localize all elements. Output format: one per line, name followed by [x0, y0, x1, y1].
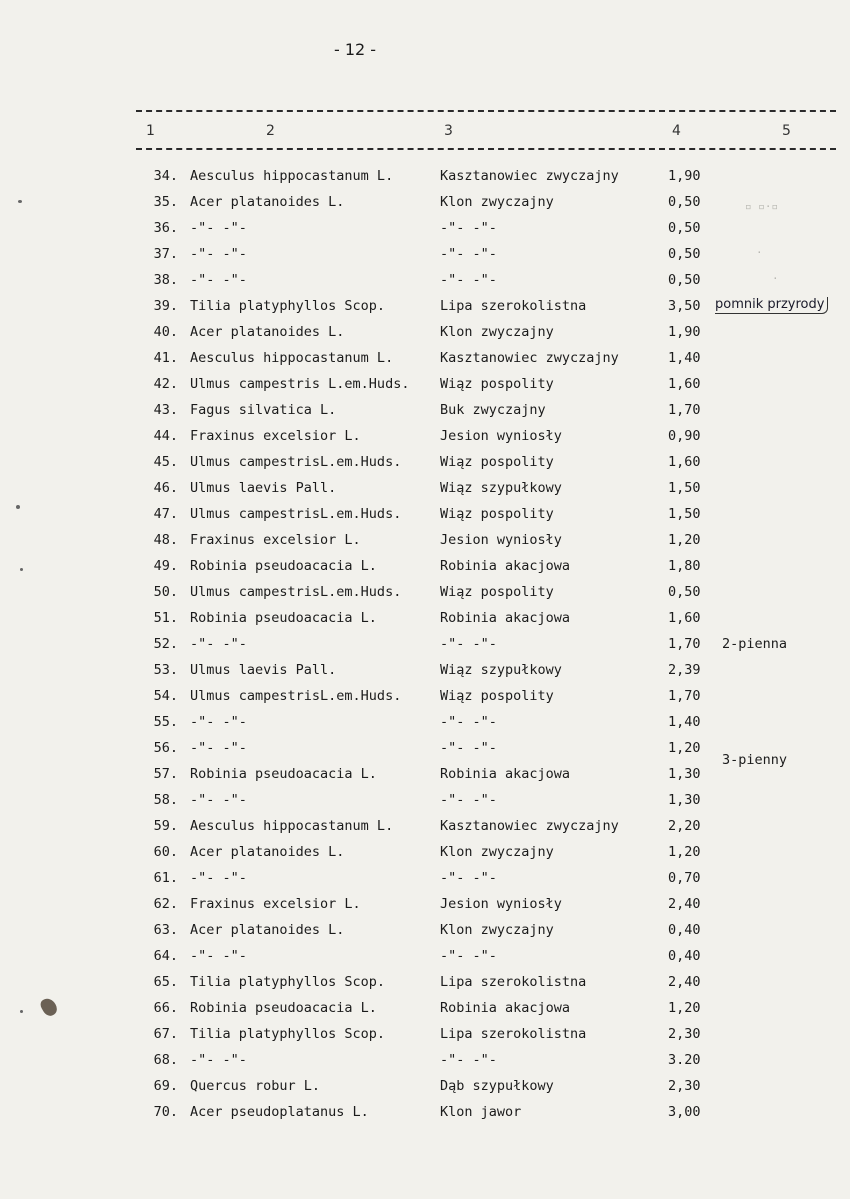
row-number: 54. [153, 688, 178, 704]
measurement-value: 1,70 [668, 636, 701, 652]
measurement-value: 3,00 [668, 1104, 701, 1120]
polish-name: Wiąz pospolity [440, 506, 554, 522]
row-number: 34. [153, 168, 178, 184]
table-row [0, 423, 850, 449]
polish-name: Robinia akacjowa [440, 610, 571, 626]
measurement-value: 0,90 [668, 428, 701, 444]
table-row [0, 943, 850, 969]
latin-name: Tilia platyphyllos Scop. [190, 298, 386, 314]
table-row [0, 1047, 850, 1073]
measurement-value: 0,40 [668, 948, 701, 964]
header-top-rule [136, 110, 836, 112]
row-number: 48. [153, 532, 178, 548]
polish-name: Wiąz pospolity [440, 454, 554, 470]
latin-name: Fraxinus excelsior L. [190, 428, 361, 444]
table-row [0, 319, 850, 345]
row-number: 66. [153, 1000, 178, 1016]
polish-name: -"- -"- [440, 272, 497, 288]
row-number: 61. [153, 870, 178, 886]
measurement-value: 1,60 [668, 376, 701, 392]
polish-name: Jesion wyniosły [440, 428, 562, 444]
latin-name: -"- -"- [190, 272, 247, 288]
table-row [0, 813, 850, 839]
measurement-value: 1,50 [668, 506, 701, 522]
measurement-value: 1,30 [668, 792, 701, 808]
measurement-value: 2,30 [668, 1078, 701, 1094]
row-number: 44. [153, 428, 178, 444]
polish-name: Wiąz pospolity [440, 376, 554, 392]
table-row [0, 787, 850, 813]
table-row [0, 527, 850, 553]
row-number: 49. [153, 558, 178, 574]
latin-name: -"- -"- [190, 246, 247, 262]
table-row [0, 267, 850, 293]
measurement-value: 0,40 [668, 922, 701, 938]
measurement-value: 1,40 [668, 350, 701, 366]
header-col-5: 5 [782, 123, 791, 139]
row-number: 50. [153, 584, 178, 600]
polish-name: -"- -"- [440, 220, 497, 236]
latin-name: Acer platanoides L. [190, 844, 345, 860]
table-row [0, 1099, 850, 1125]
row-number: 39. [153, 298, 178, 314]
latin-name: Tilia platyphyllos Scop. [190, 974, 386, 990]
polish-name: Wiąz szypułkowy [440, 480, 562, 496]
table-row [0, 501, 850, 527]
latin-name: Acer platanoides L. [190, 324, 345, 340]
latin-name: -"- -"- [190, 636, 247, 652]
table-row [0, 891, 850, 917]
polish-name: -"- -"- [440, 792, 497, 808]
latin-name: -"- -"- [190, 948, 247, 964]
latin-name: -"- -"- [190, 792, 247, 808]
row-note: 2-pienna [722, 636, 788, 652]
measurement-value: 0,70 [668, 870, 701, 886]
measurement-value: 1,30 [668, 766, 701, 782]
latin-name: Acer platanoides L. [190, 922, 345, 938]
measurement-value: 1,70 [668, 402, 701, 418]
header-col-2: 2 [266, 123, 275, 139]
latin-name: -"- -"- [190, 870, 247, 886]
polish-name: Dąb szypułkowy [440, 1078, 554, 1094]
latin-name: Acer platanoides L. [190, 194, 345, 210]
faint-mark: · [772, 272, 779, 285]
polish-name: -"- -"- [440, 714, 497, 730]
table-row [0, 553, 850, 579]
table-row [0, 371, 850, 397]
margin-dot [18, 200, 22, 203]
table-row [0, 163, 850, 189]
latin-name: Acer pseudoplatanus L. [190, 1104, 369, 1120]
measurement-value: 1,70 [668, 688, 701, 704]
faint-mark: · [756, 246, 763, 259]
measurement-value: 1,80 [668, 558, 701, 574]
table-row [0, 995, 850, 1021]
polish-name: -"- -"- [440, 1052, 497, 1068]
row-number: 57. [153, 766, 178, 782]
polish-name: Lipa szerokolistna [440, 974, 587, 990]
polish-name: Kasztanowiec zwyczajny [440, 168, 619, 184]
latin-name: Aesculus hippocastanum L. [190, 818, 394, 834]
measurement-value: 2,40 [668, 974, 701, 990]
measurement-value: 3.20 [668, 1052, 701, 1068]
table-row [0, 1073, 850, 1099]
measurement-value: 1,20 [668, 1000, 701, 1016]
margin-dot [20, 1010, 23, 1013]
table-row [0, 215, 850, 241]
latin-name: Fraxinus excelsior L. [190, 896, 361, 912]
measurement-value: 1,90 [668, 324, 701, 340]
row-number: 65. [153, 974, 178, 990]
table-row [0, 969, 850, 995]
polish-name: Jesion wyniosły [440, 532, 562, 548]
row-number: 53. [153, 662, 178, 678]
latin-name: Ulmus campestrisL.em.Huds. [190, 506, 402, 522]
row-number: 63. [153, 922, 178, 938]
polish-name: Wiąz pospolity [440, 584, 554, 600]
table-row [0, 865, 850, 891]
latin-name: Fagus silvatica L. [190, 402, 337, 418]
latin-name: -"- -"- [190, 740, 247, 756]
row-number: 64. [153, 948, 178, 964]
row-number: 36. [153, 220, 178, 236]
row-number: 38. [153, 272, 178, 288]
margin-dot [20, 568, 23, 571]
row-number: 59. [153, 818, 178, 834]
table-row [0, 839, 850, 865]
row-number: 62. [153, 896, 178, 912]
table-row [0, 917, 850, 943]
row-number: 40. [153, 324, 178, 340]
measurement-value: 0,50 [668, 220, 701, 236]
latin-name: Ulmus campestrisL.em.Huds. [190, 454, 402, 470]
latin-name: Quercus robur L. [190, 1078, 321, 1094]
polish-name: -"- -"- [440, 246, 497, 262]
table-row [0, 631, 850, 657]
row-number: 46. [153, 480, 178, 496]
measurement-value: 1,60 [668, 610, 701, 626]
polish-name: Klon zwyczajny [440, 194, 554, 210]
table-row [0, 449, 850, 475]
row-number: 45. [153, 454, 178, 470]
polish-name: Robinia akacjowa [440, 1000, 571, 1016]
row-number: 60. [153, 844, 178, 860]
table-row [0, 579, 850, 605]
table-row [0, 605, 850, 631]
measurement-value: 1,20 [668, 532, 701, 548]
row-number: 58. [153, 792, 178, 808]
table-row [0, 241, 850, 267]
measurement-value: 1,40 [668, 714, 701, 730]
measurement-value: 2,39 [668, 662, 701, 678]
table-row [0, 397, 850, 423]
table-row [0, 345, 850, 371]
polish-name: Klon zwyczajny [440, 922, 554, 938]
latin-name: Robinia pseudoacacia L. [190, 766, 377, 782]
row-number: 56. [153, 740, 178, 756]
table-row [0, 709, 850, 735]
margin-dot [16, 505, 20, 509]
row-number: 41. [153, 350, 178, 366]
latin-name: Fraxinus excelsior L. [190, 532, 361, 548]
measurement-value: 1,20 [668, 740, 701, 756]
latin-name: -"- -"- [190, 1052, 247, 1068]
multi-stem-note: 3-pienny [722, 752, 788, 768]
row-number: 42. [153, 376, 178, 392]
measurement-value: 1,60 [668, 454, 701, 470]
measurement-value: 1,90 [668, 168, 701, 184]
polish-name: -"- -"- [440, 948, 497, 964]
handwritten-note: pomnik przyrody [715, 297, 828, 314]
polish-name: Lipa szerokolistna [440, 1026, 587, 1042]
header-col-1: 1 [146, 123, 155, 139]
header-bottom-rule [136, 148, 836, 150]
polish-name: Wiąz szypułkowy [440, 662, 562, 678]
measurement-value: 0,50 [668, 584, 701, 600]
polish-name: -"- -"- [440, 636, 497, 652]
measurement-value: 1,50 [668, 480, 701, 496]
row-number: 35. [153, 194, 178, 210]
latin-name: Robinia pseudoacacia L. [190, 558, 377, 574]
page-number: - 12 - [333, 40, 377, 59]
header-col-4: 4 [672, 123, 681, 139]
latin-name: Ulmus campestris L.em.Huds. [190, 376, 410, 392]
table-row [0, 475, 850, 501]
row-number: 47. [153, 506, 178, 522]
row-number: 68. [153, 1052, 178, 1068]
latin-name: Ulmus campestrisL.em.Huds. [190, 584, 402, 600]
table-row [0, 1021, 850, 1047]
polish-name: Lipa szerokolistna [440, 298, 587, 314]
row-number: 55. [153, 714, 178, 730]
latin-name: Robinia pseudoacacia L. [190, 610, 377, 626]
polish-name: -"- -"- [440, 740, 497, 756]
row-number: 37. [153, 246, 178, 262]
measurement-value: 2,40 [668, 896, 701, 912]
polish-name: Klon zwyczajny [440, 844, 554, 860]
header-col-3: 3 [444, 123, 453, 139]
row-number: 51. [153, 610, 178, 626]
row-number: 43. [153, 402, 178, 418]
measurement-value: 1,20 [668, 844, 701, 860]
measurement-value: 3,50 [668, 298, 701, 314]
latin-name: -"- -"- [190, 714, 247, 730]
polish-name: Kasztanowiec zwyczajny [440, 818, 619, 834]
table-row [0, 657, 850, 683]
polish-name: Robinia akacjowa [440, 558, 571, 574]
measurement-value: 0,50 [668, 194, 701, 210]
row-number: 52. [153, 636, 178, 652]
row-number: 70. [153, 1104, 178, 1120]
latin-name: Ulmus laevis Pall. [190, 480, 337, 496]
polish-name: Kasztanowiec zwyczajny [440, 350, 619, 366]
measurement-value: 2,30 [668, 1026, 701, 1042]
latin-name: -"- -"- [190, 220, 247, 236]
measurement-value: 0,50 [668, 246, 701, 262]
latin-name: Aesculus hippocastanum L. [190, 168, 394, 184]
table-row [0, 683, 850, 709]
polish-name: Robinia akacjowa [440, 766, 571, 782]
latin-name: Tilia platyphyllos Scop. [190, 1026, 386, 1042]
polish-name: Klon jawor [440, 1104, 522, 1120]
table-row [0, 189, 850, 215]
polish-name: Buk zwyczajny [440, 402, 546, 418]
row-number: 67. [153, 1026, 178, 1042]
row-number: 69. [153, 1078, 178, 1094]
latin-name: Ulmus campestrisL.em.Huds. [190, 688, 402, 704]
latin-name: Aesculus hippocastanum L. [190, 350, 394, 366]
measurement-value: 2,20 [668, 818, 701, 834]
measurement-value: 0,50 [668, 272, 701, 288]
latin-name: Robinia pseudoacacia L. [190, 1000, 377, 1016]
polish-name: Jesion wyniosły [440, 896, 562, 912]
polish-name: -"- -"- [440, 870, 497, 886]
latin-name: Ulmus laevis Pall. [190, 662, 337, 678]
faint-mark: ▫ ▫·▫ [745, 200, 779, 213]
polish-name: Wiąz pospolity [440, 688, 554, 704]
polish-name: Klon zwyczajny [440, 324, 554, 340]
